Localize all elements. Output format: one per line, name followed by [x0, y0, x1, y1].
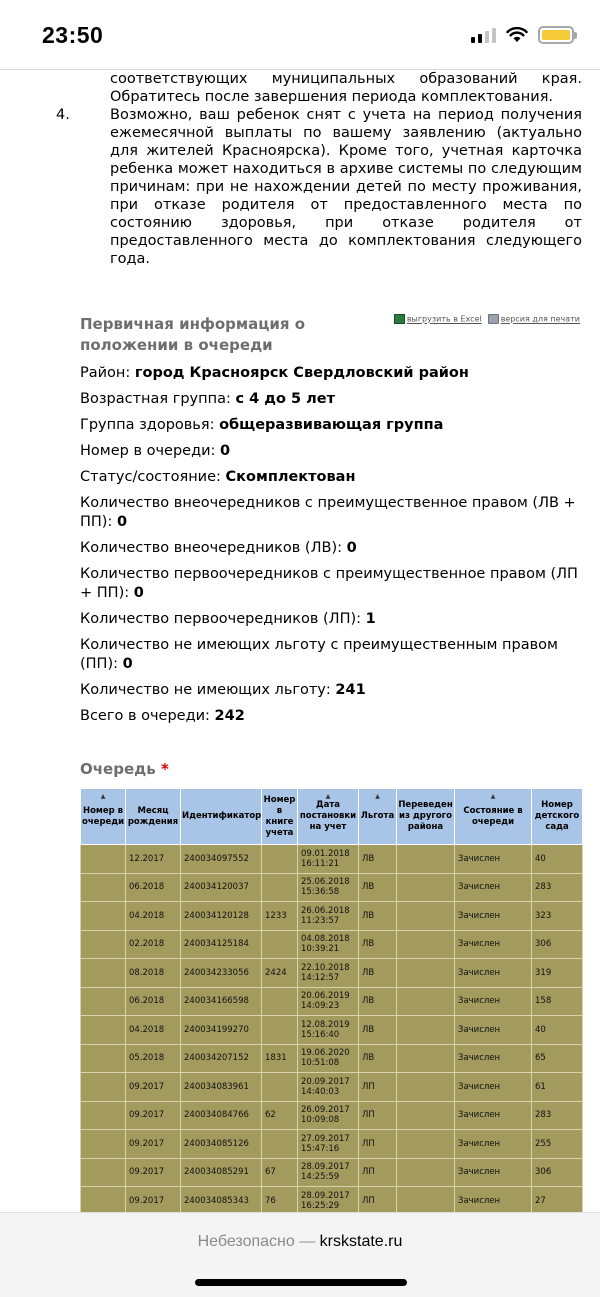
table-row — [81, 930, 583, 959]
note-number: 4. — [56, 107, 70, 123]
table-cell — [262, 1130, 298, 1159]
table-cell: 09.2017 — [126, 1101, 181, 1130]
table-cell: Зачислен — [455, 873, 532, 902]
table-cell: ЛП — [359, 1187, 397, 1216]
table-cell — [81, 1044, 126, 1073]
table-cell: 306 — [532, 930, 583, 959]
info-row: Статус/состояние: Скомплектован — [80, 469, 356, 485]
cellular-signal-icon — [471, 27, 496, 43]
column-header-kindergarten-number[interactable]: Номер детского сада — [532, 789, 583, 845]
table-cell — [262, 873, 298, 902]
sort-arrow-icon: ▲ — [325, 793, 331, 800]
table-cell: 240034125184 — [181, 930, 262, 959]
table-row — [81, 1016, 583, 1045]
home-indicator[interactable] — [195, 1279, 407, 1286]
queue-table-body — [81, 845, 583, 1244]
table-cell — [81, 1158, 126, 1187]
table-cell: 19.06.2020 10:51:08 — [298, 1044, 359, 1073]
table-row — [81, 845, 583, 874]
table-cell: ЛВ — [359, 987, 397, 1016]
column-header-birth-month[interactable]: Месяц рождения — [126, 789, 181, 845]
column-header-benefit[interactable]: ▲ Льгота — [359, 789, 397, 845]
table-cell: 25.06.2018 15:36:58 — [298, 873, 359, 902]
table-cell: 67 — [262, 1158, 298, 1187]
table-cell: 240034120037 — [181, 873, 262, 902]
wifi-icon — [506, 27, 528, 43]
table-cell: 158 — [532, 987, 583, 1016]
excel-icon — [394, 314, 405, 324]
table-cell — [397, 902, 455, 931]
table-cell — [397, 987, 455, 1016]
table-cell: 02.2018 — [126, 930, 181, 959]
table-cell — [262, 1016, 298, 1045]
sort-arrow-icon: ▲ — [375, 793, 380, 800]
queue-table-container[interactable] — [80, 788, 582, 1226]
table-cell: 28.09.2017 16:25:29 — [298, 1187, 359, 1216]
sort-arrow-icon: ▲ — [100, 793, 106, 800]
table-cell: 2424 — [262, 959, 298, 988]
print-version-link[interactable]: версия для печати — [488, 314, 580, 324]
table-cell: 26.06.2018 11:23:57 — [298, 902, 359, 931]
table-cell: 12.2017 — [126, 845, 181, 874]
column-header-transferred[interactable]: Переведен из другого района — [397, 789, 455, 845]
table-cell: 05.2018 — [126, 1044, 181, 1073]
table-cell: Зачислен — [455, 1187, 532, 1216]
table-cell: Зачислен — [455, 959, 532, 988]
table-cell — [397, 1101, 455, 1130]
table-cell: Зачислен — [455, 1130, 532, 1159]
table-cell: 240034199270 — [181, 1016, 262, 1045]
table-cell — [397, 845, 455, 874]
table-cell: 61 — [532, 1073, 583, 1102]
table-cell: Зачислен — [455, 930, 532, 959]
table-cell — [397, 1187, 455, 1216]
table-row — [81, 1130, 583, 1159]
table-cell: ЛП — [359, 1073, 397, 1102]
table-cell: ЛВ — [359, 959, 397, 988]
table-cell — [262, 1073, 298, 1102]
table-cell: Зачислен — [455, 1158, 532, 1187]
table-cell: 62 — [262, 1101, 298, 1130]
table-cell: 26.09.2017 10:09:08 — [298, 1101, 359, 1130]
notes-list — [56, 52, 582, 268]
table-row — [81, 1044, 583, 1073]
table-cell: 240034085126 — [181, 1130, 262, 1159]
table-cell — [397, 1016, 455, 1045]
table-cell — [81, 902, 126, 931]
queue-table — [80, 788, 583, 1244]
battery-icon — [538, 26, 574, 44]
table-cell: 255 — [532, 1130, 583, 1159]
table-cell — [81, 987, 126, 1016]
table-cell: 323 — [532, 902, 583, 931]
info-row: Район: город Красноярск Свердловский район — [80, 365, 469, 381]
table-cell — [397, 873, 455, 902]
table-row — [81, 873, 583, 902]
table-cell: 240034084766 — [181, 1101, 262, 1130]
table-cell: ЛВ — [359, 1016, 397, 1045]
table-cell: 1831 — [262, 1044, 298, 1073]
table-cell: 12.08.2019 15:16:40 — [298, 1016, 359, 1045]
table-cell: Зачислен — [455, 1016, 532, 1045]
table-cell — [397, 1073, 455, 1102]
printer-icon — [488, 314, 499, 324]
browser-bottom-bar — [0, 1212, 600, 1297]
table-cell — [397, 1044, 455, 1073]
page-content — [0, 52, 600, 1211]
table-cell: 09.2017 — [126, 1130, 181, 1159]
column-header-book-number[interactable]: Номер в книге учета — [262, 789, 298, 845]
column-header-queue-status[interactable]: ▲ Состояние в очереди — [455, 789, 532, 845]
table-cell: 20.09.2017 14:40:03 — [298, 1073, 359, 1102]
table-cell: 06.2018 — [126, 873, 181, 902]
table-cell: Зачислен — [455, 902, 532, 931]
column-header-registration-date[interactable]: ▲ Дата постановки на учет — [298, 789, 359, 845]
table-cell: 40 — [532, 1016, 583, 1045]
table-cell: 76 — [262, 1187, 298, 1216]
table-cell: Зачислен — [455, 1044, 532, 1073]
table-cell: Зачислен — [455, 1073, 532, 1102]
info-title: Первичная информация о положении в очереди — [80, 315, 306, 354]
table-cell: 09.2017 — [126, 1187, 181, 1216]
table-cell: Зачислен — [455, 987, 532, 1016]
info-row: Количество не имеющих льготу с преимущественным правом (ПП): 0 — [80, 637, 558, 672]
info-row: Количество внеочередников с преимущественное правом (ЛВ + ПП): 0 — [80, 495, 576, 530]
info-row: Группа здоровья: общеразвивающая группа — [80, 417, 444, 433]
table-cell — [397, 930, 455, 959]
table-cell — [397, 1130, 455, 1159]
table-cell: 04.08.2018 10:39:21 — [298, 930, 359, 959]
sort-arrow-icon: ▲ — [490, 793, 496, 800]
table-row — [81, 987, 583, 1016]
table-row — [81, 1073, 583, 1102]
table-cell: ЛВ — [359, 845, 397, 874]
table-cell: 04.2018 — [126, 902, 181, 931]
info-row: Всего в очереди: 242 — [80, 708, 245, 724]
table-cell: ЛВ — [359, 873, 397, 902]
table-cell: 04.2018 — [126, 1016, 181, 1045]
table-cell — [262, 930, 298, 959]
table-cell — [81, 1101, 126, 1130]
table-cell — [81, 1073, 126, 1102]
note-text: соответствующих муниципальных образований края. Обратитесь после завершения периода комплектования. — [110, 71, 582, 105]
queue-title: Очередь * — [80, 760, 169, 778]
table-cell: 240034085343 — [181, 1187, 262, 1216]
table-cell — [262, 987, 298, 1016]
table-cell: ЛВ — [359, 1044, 397, 1073]
table-cell: 240034166598 — [181, 987, 262, 1016]
excel-export-link[interactable]: выгрузить в Excel — [394, 314, 482, 324]
table-cell — [81, 1016, 126, 1045]
table-cell — [81, 845, 126, 874]
address-bar[interactable] — [0, 1233, 600, 1251]
table-cell: 319 — [532, 959, 583, 988]
table-cell: 09.01.2018 16:11:21 — [298, 845, 359, 874]
table-cell: 240034085291 — [181, 1158, 262, 1187]
table-cell: ЛВ — [359, 930, 397, 959]
queue-info — [80, 364, 580, 733]
table-cell: 09.2017 — [126, 1158, 181, 1187]
table-cell: 240034207152 — [181, 1044, 262, 1073]
table-cell: 27.09.2017 15:47:16 — [298, 1130, 359, 1159]
table-row — [81, 1187, 583, 1216]
info-header — [80, 314, 580, 356]
table-cell — [397, 1158, 455, 1187]
table-cell: 40 — [532, 845, 583, 874]
table-cell — [81, 930, 126, 959]
status-bar — [0, 0, 600, 70]
table-row — [81, 1158, 583, 1187]
table-cell: 27 — [532, 1187, 583, 1216]
table-cell: ЛП — [359, 1158, 397, 1187]
table-cell: 240034233056 — [181, 959, 262, 988]
table-row — [81, 902, 583, 931]
table-cell: 306 — [532, 1158, 583, 1187]
table-cell: ЛП — [359, 1130, 397, 1159]
table-cell — [81, 1130, 126, 1159]
info-row: Количество первоочередников (ЛП): 1 — [80, 611, 376, 627]
table-cell: 08.2018 — [126, 959, 181, 988]
table-cell: 283 — [532, 1101, 583, 1130]
table-cell: 283 — [532, 873, 583, 902]
table-cell: ЛВ — [359, 902, 397, 931]
status-icons — [471, 26, 574, 44]
table-cell — [397, 959, 455, 988]
table-cell: 28.09.2017 14:25:59 — [298, 1158, 359, 1187]
info-row: Количество первоочередников с преимущественное правом (ЛП + ПП): 0 — [80, 566, 578, 601]
table-cell: Зачислен — [455, 845, 532, 874]
table-cell — [81, 873, 126, 902]
note-text: Возможно, ваш ребенок снят с учета на период получения ежемесячной выплаты по вашему заявлению (актуально для жителей Красноярска). Кроме того, учетная карточка ребенка может находиться в архиве системы по следующим причинам: при не нахождении детей по месту проживания, при отказе родителя от предоставленного места по состоянию здоровья, при отказе родителя от предоставленного места до комплектования следующего года. — [110, 107, 582, 267]
note-item — [56, 106, 582, 268]
table-cell — [81, 959, 126, 988]
site-host: krskstate.ru — [319, 1233, 403, 1250]
table-row — [81, 1101, 583, 1130]
table-cell: 06.2018 — [126, 987, 181, 1016]
column-header-queue-number[interactable]: ▲ Номер в очереди — [81, 789, 126, 845]
table-cell: 240034083961 — [181, 1073, 262, 1102]
info-row: Количество внеочередников (ЛВ): 0 — [80, 540, 357, 556]
info-row: Возрастная группа: с 4 до 5 лет — [80, 391, 335, 407]
column-header-identifier[interactable]: Идентификатор — [181, 789, 262, 845]
insecure-label: Небезопасно — — [197, 1233, 320, 1250]
status-time: 23:50 — [42, 22, 104, 48]
table-cell: 240034120128 — [181, 902, 262, 931]
info-row: Номер в очереди: 0 — [80, 443, 231, 459]
table-cell: 09.2017 — [126, 1073, 181, 1102]
table-cell: 65 — [532, 1044, 583, 1073]
table-cell: ЛП — [359, 1101, 397, 1130]
table-row — [81, 959, 583, 988]
table-cell: 22.10.2018 14:12:57 — [298, 959, 359, 988]
info-row: Количество не имеющих льготу: 241 — [80, 682, 366, 698]
table-cell: Зачислен — [455, 1101, 532, 1130]
table-cell: 1233 — [262, 902, 298, 931]
table-cell — [81, 1187, 126, 1216]
table-cell: 20.06.2019 14:09:23 — [298, 987, 359, 1016]
export-links — [394, 314, 580, 324]
required-mark: * — [160, 760, 169, 778]
table-cell — [262, 845, 298, 874]
table-cell: 240034097552 — [181, 845, 262, 874]
